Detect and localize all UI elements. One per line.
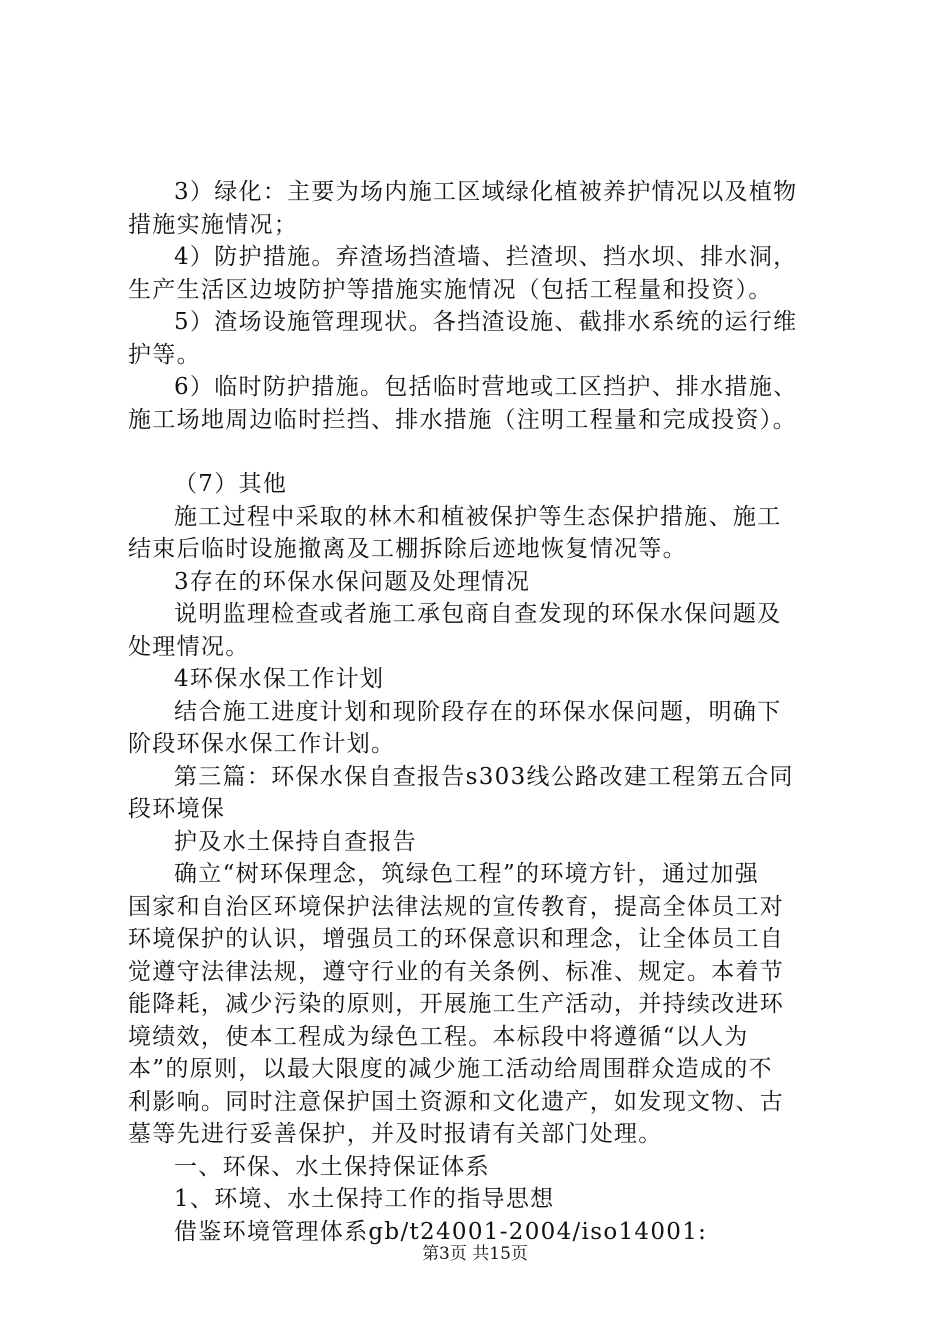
paragraph-line: 施工场地周边临时拦挡、排水措施（注明工程量和完成投资）。 bbox=[128, 406, 797, 433]
part-heading: 段环境保 bbox=[128, 796, 226, 822]
paragraph-line: 结束后临时设施撤离及工棚拆除后迹地恢复情况等。 bbox=[128, 536, 687, 562]
paragraph-line: 墓等先进行妥善保护，并及时报请有关部门处理。 bbox=[128, 1121, 663, 1147]
paragraph-line: 5）渣场设施管理现状。各挡渣设施、截排水系统的运行维 bbox=[174, 309, 798, 335]
paragraph-line: 环境保护的认识，增强员工的环保意识和理念，让全体员工自 bbox=[128, 926, 785, 952]
paragraph-gap bbox=[128, 436, 840, 468]
paragraph-line: 确立“树环保理念，筑绿色工程”的环境方针，通过加强 bbox=[174, 861, 760, 887]
paragraph-line: 国家和自治区环境保护法律法规的宣传教育，提高全体员工对 bbox=[128, 893, 785, 920]
section-heading: 一、环保、水土保持保证体系 bbox=[174, 1153, 490, 1180]
paragraph-line: 境绩效，使本工程成为绿色工程。本标段中将遵循“以人为 bbox=[128, 1023, 749, 1050]
paragraph-line: 说明监理检查或者施工承包商自查发现的环保水保问题及 bbox=[174, 601, 782, 627]
section-heading: 1、环境、水土保持工作的指导思想 bbox=[174, 1186, 555, 1212]
paragraph-line: 措施实施情况； bbox=[128, 211, 299, 238]
paragraph-line: 施工过程中采取的林木和植被保护等生态保护措施、施工 bbox=[174, 503, 782, 530]
paragraph-line: 3）绿化：主要为场内施工区域绿化植被养护情况以及植物 bbox=[174, 179, 798, 205]
part-heading: 第三篇：环保水保自查报告s303线公路改建工程第五合同 bbox=[174, 763, 794, 790]
paragraph-line: 生产生活区边坡防护等措施实施情况（包括工程量和投资）。 bbox=[128, 276, 773, 303]
part-heading: 护及水土保持自查报告 bbox=[174, 828, 417, 855]
paragraph-line: 本”的原则，以最大限度的减少施工活动给周围群众造成的不 bbox=[128, 1056, 773, 1082]
paragraph-line: 护等。 bbox=[128, 341, 201, 368]
paragraph-line: 觉遵守法律法规，遵守行业的有关条例、标准、规定。本着节 bbox=[128, 958, 785, 985]
section-heading: 4环保水保工作计划 bbox=[174, 666, 385, 692]
section-heading: （7）其他 bbox=[174, 471, 288, 497]
paragraph-line: 4）防护措施。弃渣场挡渣墙、拦渣坝、挡水坝、排水洞， bbox=[174, 244, 798, 270]
document-body bbox=[128, 176, 840, 1248]
paragraph-line: 借鉴环境管理体系gb/t24001-2004/iso14001: bbox=[174, 1218, 708, 1245]
paragraph-line: 阶段环保水保工作计划。 bbox=[128, 731, 396, 757]
paragraph-line: 结合施工进度计划和现阶段存在的环保水保问题，明确下 bbox=[174, 698, 782, 725]
section-heading: 3存在的环保水保问题及处理情况 bbox=[174, 568, 531, 595]
paragraph-line: 处理情况。 bbox=[128, 633, 250, 660]
paragraph-line: 利影响。同时注意保护国土资源和文化遗产，如发现文物、古 bbox=[128, 1088, 785, 1115]
paragraph-line: 能降耗，减少污染的原则，开展施工生产活动，并持续改进环 bbox=[128, 991, 785, 1017]
page-number: 第3页 共15页 bbox=[422, 1244, 528, 1264]
paragraph-line: 6）临时防护措施。包括临时营地或工区挡护、排水措施、 bbox=[174, 374, 798, 400]
